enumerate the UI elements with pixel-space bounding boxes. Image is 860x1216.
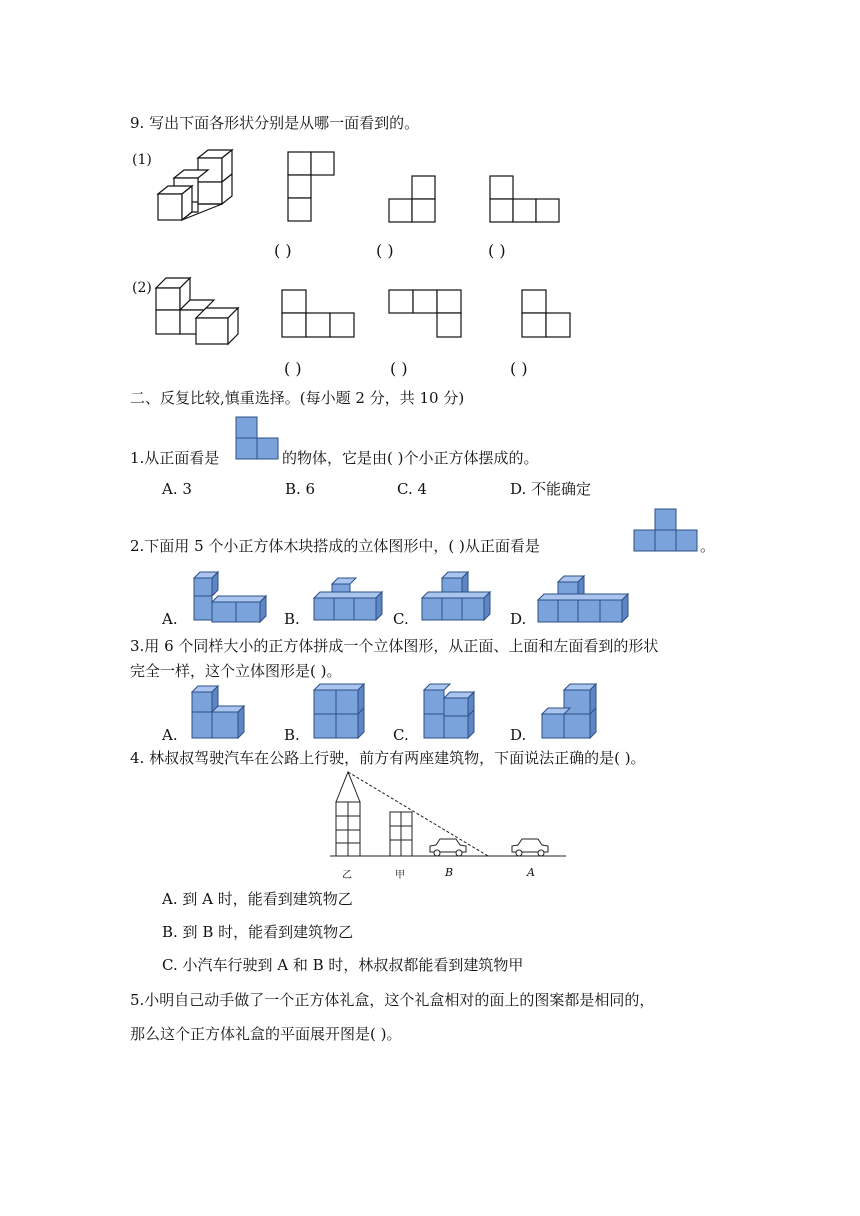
q4-buildings-figure [326,768,572,864]
q2-label-b[interactable]: B. [284,610,300,628]
q9-view-2a [281,289,357,339]
q1-option-a[interactable]: A. 3 [162,480,192,498]
section-2-title: 二、反复比较,慎重选择。(每小题 2 分，共 10 分) [130,389,465,407]
q4-label-a: A [527,866,535,879]
q9-part1-label: (1) [132,152,152,168]
q9-blank-2a[interactable]: ( ) [284,359,302,378]
q2-label-a[interactable]: A. [162,610,178,628]
q2-front-view-figure [633,508,699,554]
q4-text: 4. 林叔叔驾驶汽车在公路上行驶，前方有两座建筑物，下面说法正确的是( )。 [130,749,646,767]
q2-option-d-figure[interactable] [536,574,632,626]
q1-option-d[interactable]: D. 不能确定 [510,480,592,498]
q3-label-d[interactable]: D. [510,726,527,744]
q9-blank-2c[interactable]: ( ) [510,359,528,378]
q2-text: 2.下面用 5 个小正方体木块搭成的立体图形中，( )从正面看是 [130,537,540,555]
q9-part2-label: (2) [132,280,152,296]
q4-option-a[interactable]: A. 到 A 时，能看到建筑物乙 [162,890,353,908]
q9-blank-1a[interactable]: ( ) [274,241,292,260]
q2-end: 。 [700,537,716,555]
q9-blank-1c[interactable]: ( ) [488,241,506,260]
q1-suffix: 的物体，它是由( )个小正方体摆成的。 [282,449,539,467]
q1-option-b[interactable]: B. 6 [285,480,316,498]
q4-option-b[interactable]: B. 到 B 时，能看到建筑物乙 [162,923,354,941]
q4-label-yi: 乙 [342,870,352,881]
q2-label-d[interactable]: D. [510,610,527,628]
q4-option-c[interactable]: C. 小汽车行驶到 A 和 B 时，林叔叔都能看到建筑物甲 [162,956,524,974]
q9-view-1b [388,175,438,225]
q9-view-2c [521,289,573,339]
q2-option-a-figure[interactable] [188,570,270,626]
q5-line2: 那么这个正方体礼盒的平面展开图是( )。 [130,1025,402,1043]
q3-label-a[interactable]: A. [162,726,178,744]
q9-solid-1 [150,148,240,228]
q3-line1: 3.用 6 个同样大小的正方体拼成一个立体图形，从正面、上面和左面看到的形状 [130,637,659,655]
q3-label-b[interactable]: B. [284,726,300,744]
q2-option-c-figure[interactable] [420,570,494,626]
q9-view-1a [287,151,337,223]
q2-option-b-figure[interactable] [312,576,386,626]
q9-blank-2b[interactable]: ( ) [390,359,408,378]
q9-view-1c [489,175,564,225]
q2-label-c[interactable]: C. [393,610,409,628]
q9-blank-1b[interactable]: ( ) [376,241,394,260]
q3-line2: 完全一样，这个立体图形是( )。 [130,662,342,680]
q4-label-b: B [445,866,454,879]
q3-label-c[interactable]: C. [393,726,409,744]
q3-option-b-figure[interactable] [308,682,370,742]
q3-option-c-figure[interactable] [418,682,480,742]
q1-front-view-figure [235,416,281,462]
q3-option-d-figure[interactable] [538,682,602,742]
q4-label-jia: 甲 [395,870,405,881]
q1-prefix: 1.从正面看是 [130,449,220,467]
q9-solid-2 [152,276,244,348]
q1-option-c[interactable]: C. 4 [397,480,428,498]
q9-view-2b [388,289,466,339]
q3-option-a-figure[interactable] [188,684,252,742]
q9-title: 9. 写出下面各形状分别是从哪一面看到的。 [130,114,420,132]
q5-line1: 5.小明自己动手做了一个正方体礼盒，这个礼盒相对的面上的图案都是相同的， [130,991,655,1009]
